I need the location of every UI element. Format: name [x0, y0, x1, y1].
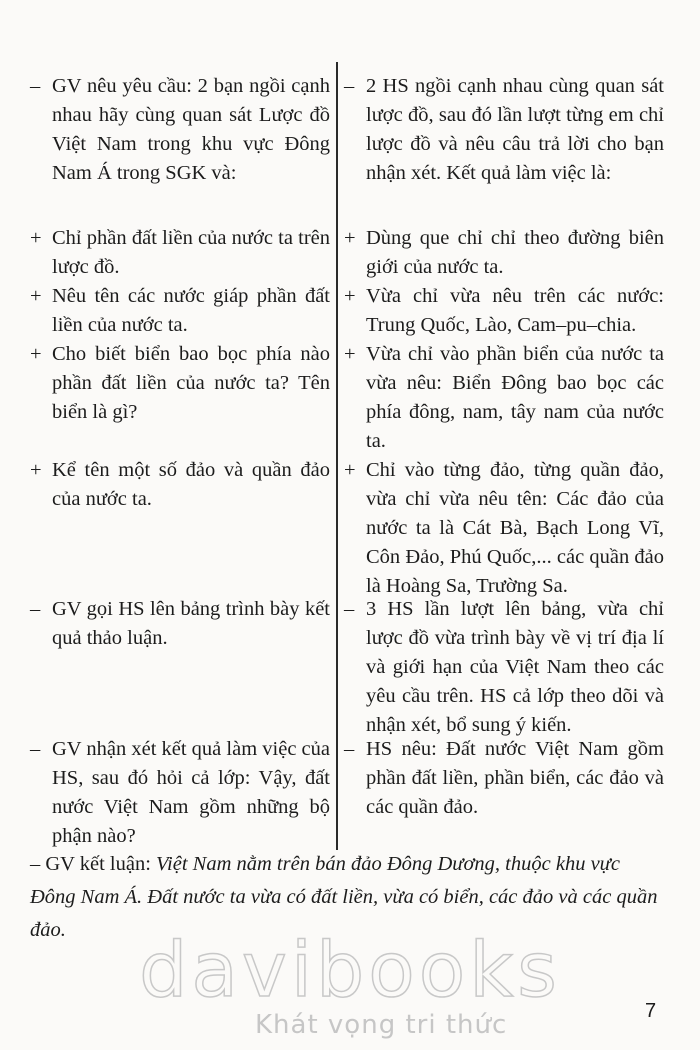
page-number: 7	[645, 1000, 657, 1022]
bullet: +	[344, 227, 356, 249]
conclusion-lead: GV kết luận:	[45, 853, 157, 875]
bullet: +	[30, 343, 42, 365]
right-item-0	[344, 72, 664, 188]
column-divider	[336, 62, 338, 850]
right-item-6	[344, 735, 664, 822]
right-item-1	[344, 224, 664, 282]
bullet: –	[30, 738, 41, 760]
left-item-6	[30, 735, 330, 851]
right-item-5	[344, 595, 664, 740]
left-item-3	[30, 340, 330, 427]
right-item-4	[344, 456, 664, 601]
right-item-text: Vừa chỉ vừa nêu trên các nước: Trung Quốc, Lào, Cam–pu–chia.	[366, 285, 664, 336]
right-item-text: Chỉ vào từng đảo, từng quần đảo, vừa chỉ vừa nêu tên: Các đảo của nước ta là Cát Bà, Bạch Long Vĩ, Côn Đảo, Phú Quốc,... các quần đảo là Hoàng Sa, Trường Sa.	[366, 459, 664, 597]
left-item-text: Kể tên một số đảo và quần đảo của nước ta.	[52, 459, 330, 510]
left-item-2	[30, 282, 330, 340]
bullet: +	[30, 459, 42, 481]
bullet: +	[344, 343, 356, 365]
conclusion-text: Việt Nam nằm trên bán đảo Đông Dương, thuộc khu vực Đông Nam Á. Đất nước ta vừa có đất liền, vừa có biển, các đảo và các quần đảo.	[30, 853, 658, 941]
right-item-text: Dùng que chỉ chỉ theo đường biên giới của nước ta.	[366, 227, 664, 278]
left-item-5	[30, 595, 330, 653]
left-item-text: GV nêu yêu cầu: 2 bạn ngồi cạnh nhau hãy cùng quan sát Lược đồ Việt Nam trong khu vực Đông Nam Á trong SGK và:	[52, 75, 330, 184]
left-item-1	[30, 224, 330, 282]
right-item-text: Vừa chỉ vào phần biển của nước ta vừa nêu: Biển Đông bao bọc các phía đông, nam, tây nam của nước ta.	[366, 343, 664, 452]
bullet: –	[30, 598, 41, 620]
right-item-text: HS nêu: Đất nước Việt Nam gồm phần đất liền, phần biển, các đảo và các quần đảo.	[366, 738, 664, 818]
left-item-text: GV gọi HS lên bảng trình bày kết quả thảo luận.	[52, 598, 330, 649]
right-item-3	[344, 340, 664, 456]
watermark-brand: davibooks	[139, 925, 561, 1014]
bullet: –	[30, 75, 41, 97]
bullet: +	[30, 227, 42, 249]
right-item-2	[344, 282, 664, 340]
conclusion-bullet: –	[30, 853, 46, 875]
bullet: –	[344, 738, 355, 760]
right-item-text: 2 HS ngồi cạnh nhau cùng quan sát lược đồ, sau đó lần lượt từng em chỉ lược đồ và nêu câu trả lời cho bạn nhận xét. Kết quả làm việc là:	[366, 75, 664, 184]
bullet: +	[344, 459, 356, 481]
left-item-4	[30, 456, 330, 514]
bullet: –	[344, 598, 355, 620]
watermark-tagline: Khát vọng tri thức	[255, 1010, 508, 1040]
left-item-0	[30, 72, 330, 188]
bullet: –	[344, 75, 355, 97]
right-item-text: 3 HS lần lượt lên bảng, vừa chỉ lược đồ vừa trình bày về vị trí địa lí và giới hạn của Việt Nam theo các yêu cầu trên. HS cả lớp theo dõi và nhận xét, bổ sung ý kiến.	[366, 598, 664, 736]
left-item-text: Cho biết biển bao bọc phía nào phần đất liền của nước ta? Tên biển là gì?	[52, 343, 330, 423]
left-item-text: GV nhận xét kết quả làm việc của HS, sau đó hỏi cả lớp: Vậy, đất nước Việt Nam gồm những bộ phận nào?	[52, 738, 330, 847]
left-item-text: Nêu tên các nước giáp phần đất liền của nước ta.	[52, 285, 330, 336]
left-item-text: Chỉ phần đất liền của nước ta trên lược đồ.	[52, 227, 330, 278]
bullet: +	[30, 285, 42, 307]
bullet: +	[344, 285, 356, 307]
